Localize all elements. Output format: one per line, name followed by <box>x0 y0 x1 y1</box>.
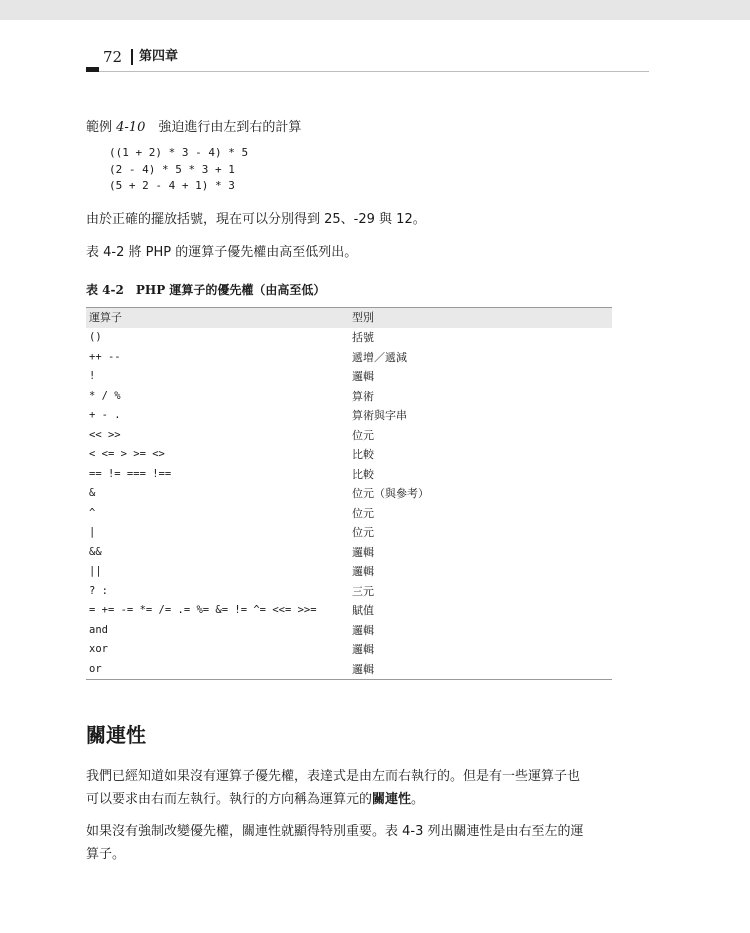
table-row <box>86 523 612 543</box>
table-row <box>86 406 612 426</box>
text-line: 如果沒有強制改變優先權，關連性就顯得特別重要。表 4-3 列出關連性是由右至左的運 <box>86 824 584 839</box>
text-span: 可以要求由右而左執行。執行的方向稱為運算元的 <box>86 792 373 807</box>
paragraph-associativity-note <box>86 820 584 866</box>
table-row <box>86 640 612 660</box>
table-row <box>86 543 612 563</box>
type-cell: 比較 <box>352 467 374 481</box>
operator-cell: xor <box>89 643 108 655</box>
paragraph-results: 由於正確的擺放括號，現在可以分別得到 25、-29 與 12。 <box>86 212 426 227</box>
type-cell: 位元（與參考） <box>352 487 429 500</box>
code-line: (5 + 2 - 4 + 1) * 3 <box>109 179 235 192</box>
type-cell: 賦值 <box>352 604 374 617</box>
section-title: 關連性 <box>86 723 146 747</box>
example-caption: 強迫進行由左到右的計算 <box>145 120 302 135</box>
operator-cell: == != === !== <box>89 467 172 480</box>
type-cell: 邏輯 <box>352 545 374 559</box>
top-bar <box>0 0 750 20</box>
table-row <box>86 621 612 641</box>
table-row <box>86 387 612 407</box>
type-cell: 邏輯 <box>352 565 374 578</box>
table-row <box>86 328 612 348</box>
operator-cell: and <box>89 623 108 636</box>
operator-cell: = += -= *= /= .= %= &= != ^= <<= >>= <box>89 604 317 616</box>
text-line <box>86 788 580 811</box>
page-header <box>86 46 649 73</box>
operator-cell: * / % <box>89 389 121 402</box>
table-row <box>86 465 612 485</box>
operator-cell: & <box>89 487 96 499</box>
table-bottom-rule <box>86 679 612 680</box>
operator-cell: < <= > >= <> <box>89 448 165 460</box>
table-row <box>86 582 612 602</box>
operator-cell: | <box>89 526 96 538</box>
paragraph-associativity <box>86 765 580 811</box>
table-row <box>86 504 612 524</box>
operator-cell: << >> <box>89 428 121 441</box>
paragraph-table-intro: 表 4-2 將 PHP 的運算子優先權由高至低列出。 <box>86 245 358 260</box>
header-operator: 運算子 <box>89 311 122 324</box>
text-line: 算子。 <box>86 847 126 862</box>
precedence-table <box>86 307 612 680</box>
header-type: 型別 <box>352 311 374 324</box>
type-cell: 比較 <box>352 448 374 461</box>
table-caption: 表 4-2 PHP 運算子的優先權（由高至低） <box>86 283 326 297</box>
example-number: 4-10 <box>116 120 146 135</box>
table-row <box>86 601 612 621</box>
table-row <box>86 367 612 387</box>
operator-cell: ^ <box>89 506 96 519</box>
example-label: 範例 <box>86 120 117 135</box>
table-row <box>86 484 612 504</box>
text-span: 。 <box>411 792 425 807</box>
operator-cell: || <box>89 565 102 577</box>
type-cell: 三元 <box>352 584 374 598</box>
example-title <box>86 120 301 136</box>
type-cell: 邏輯 <box>352 643 374 656</box>
type-cell: 位元 <box>352 428 374 442</box>
table-row <box>86 660 612 680</box>
operator-cell: ! <box>89 370 96 382</box>
table-row <box>86 426 612 446</box>
type-cell: 邏輯 <box>352 662 374 676</box>
operator-cell: () <box>89 331 102 343</box>
type-cell: 邏輯 <box>352 370 374 383</box>
type-cell: 位元 <box>352 506 374 520</box>
term-associativity: 關連性 <box>372 792 412 807</box>
header-separator <box>131 49 133 65</box>
header-rule <box>99 71 649 72</box>
example-code <box>109 145 248 195</box>
page-number: 72 <box>103 48 123 66</box>
table-row <box>86 445 612 465</box>
code-line: (2 - 4) * 5 * 3 + 1 <box>109 162 235 176</box>
table-header-row <box>86 307 612 328</box>
operator-cell: && <box>89 545 102 558</box>
text-line: 我們已經知道如果沒有運算子優先權，表達式是由左而右執行的。但是有一些運算子也 <box>86 769 581 784</box>
type-cell: 遞增／遞減 <box>352 350 407 364</box>
operator-cell: or <box>89 662 102 675</box>
chapter-title: 第四章 <box>139 49 179 64</box>
type-cell: 算術與字串 <box>352 409 407 422</box>
type-cell: 括號 <box>352 331 374 344</box>
table-row <box>86 562 612 582</box>
type-cell: 算術 <box>352 389 374 403</box>
type-cell: 邏輯 <box>352 623 374 637</box>
operator-cell: + - . <box>89 409 121 421</box>
table-row <box>86 348 612 368</box>
operator-cell: ? : <box>89 584 108 597</box>
operator-cell: ++ -- <box>89 350 121 363</box>
header-mark <box>86 67 99 72</box>
type-cell: 位元 <box>352 526 374 539</box>
code-line: ((1 + 2) * 3 - 4) * 5 <box>109 146 249 159</box>
table-body <box>86 328 612 679</box>
